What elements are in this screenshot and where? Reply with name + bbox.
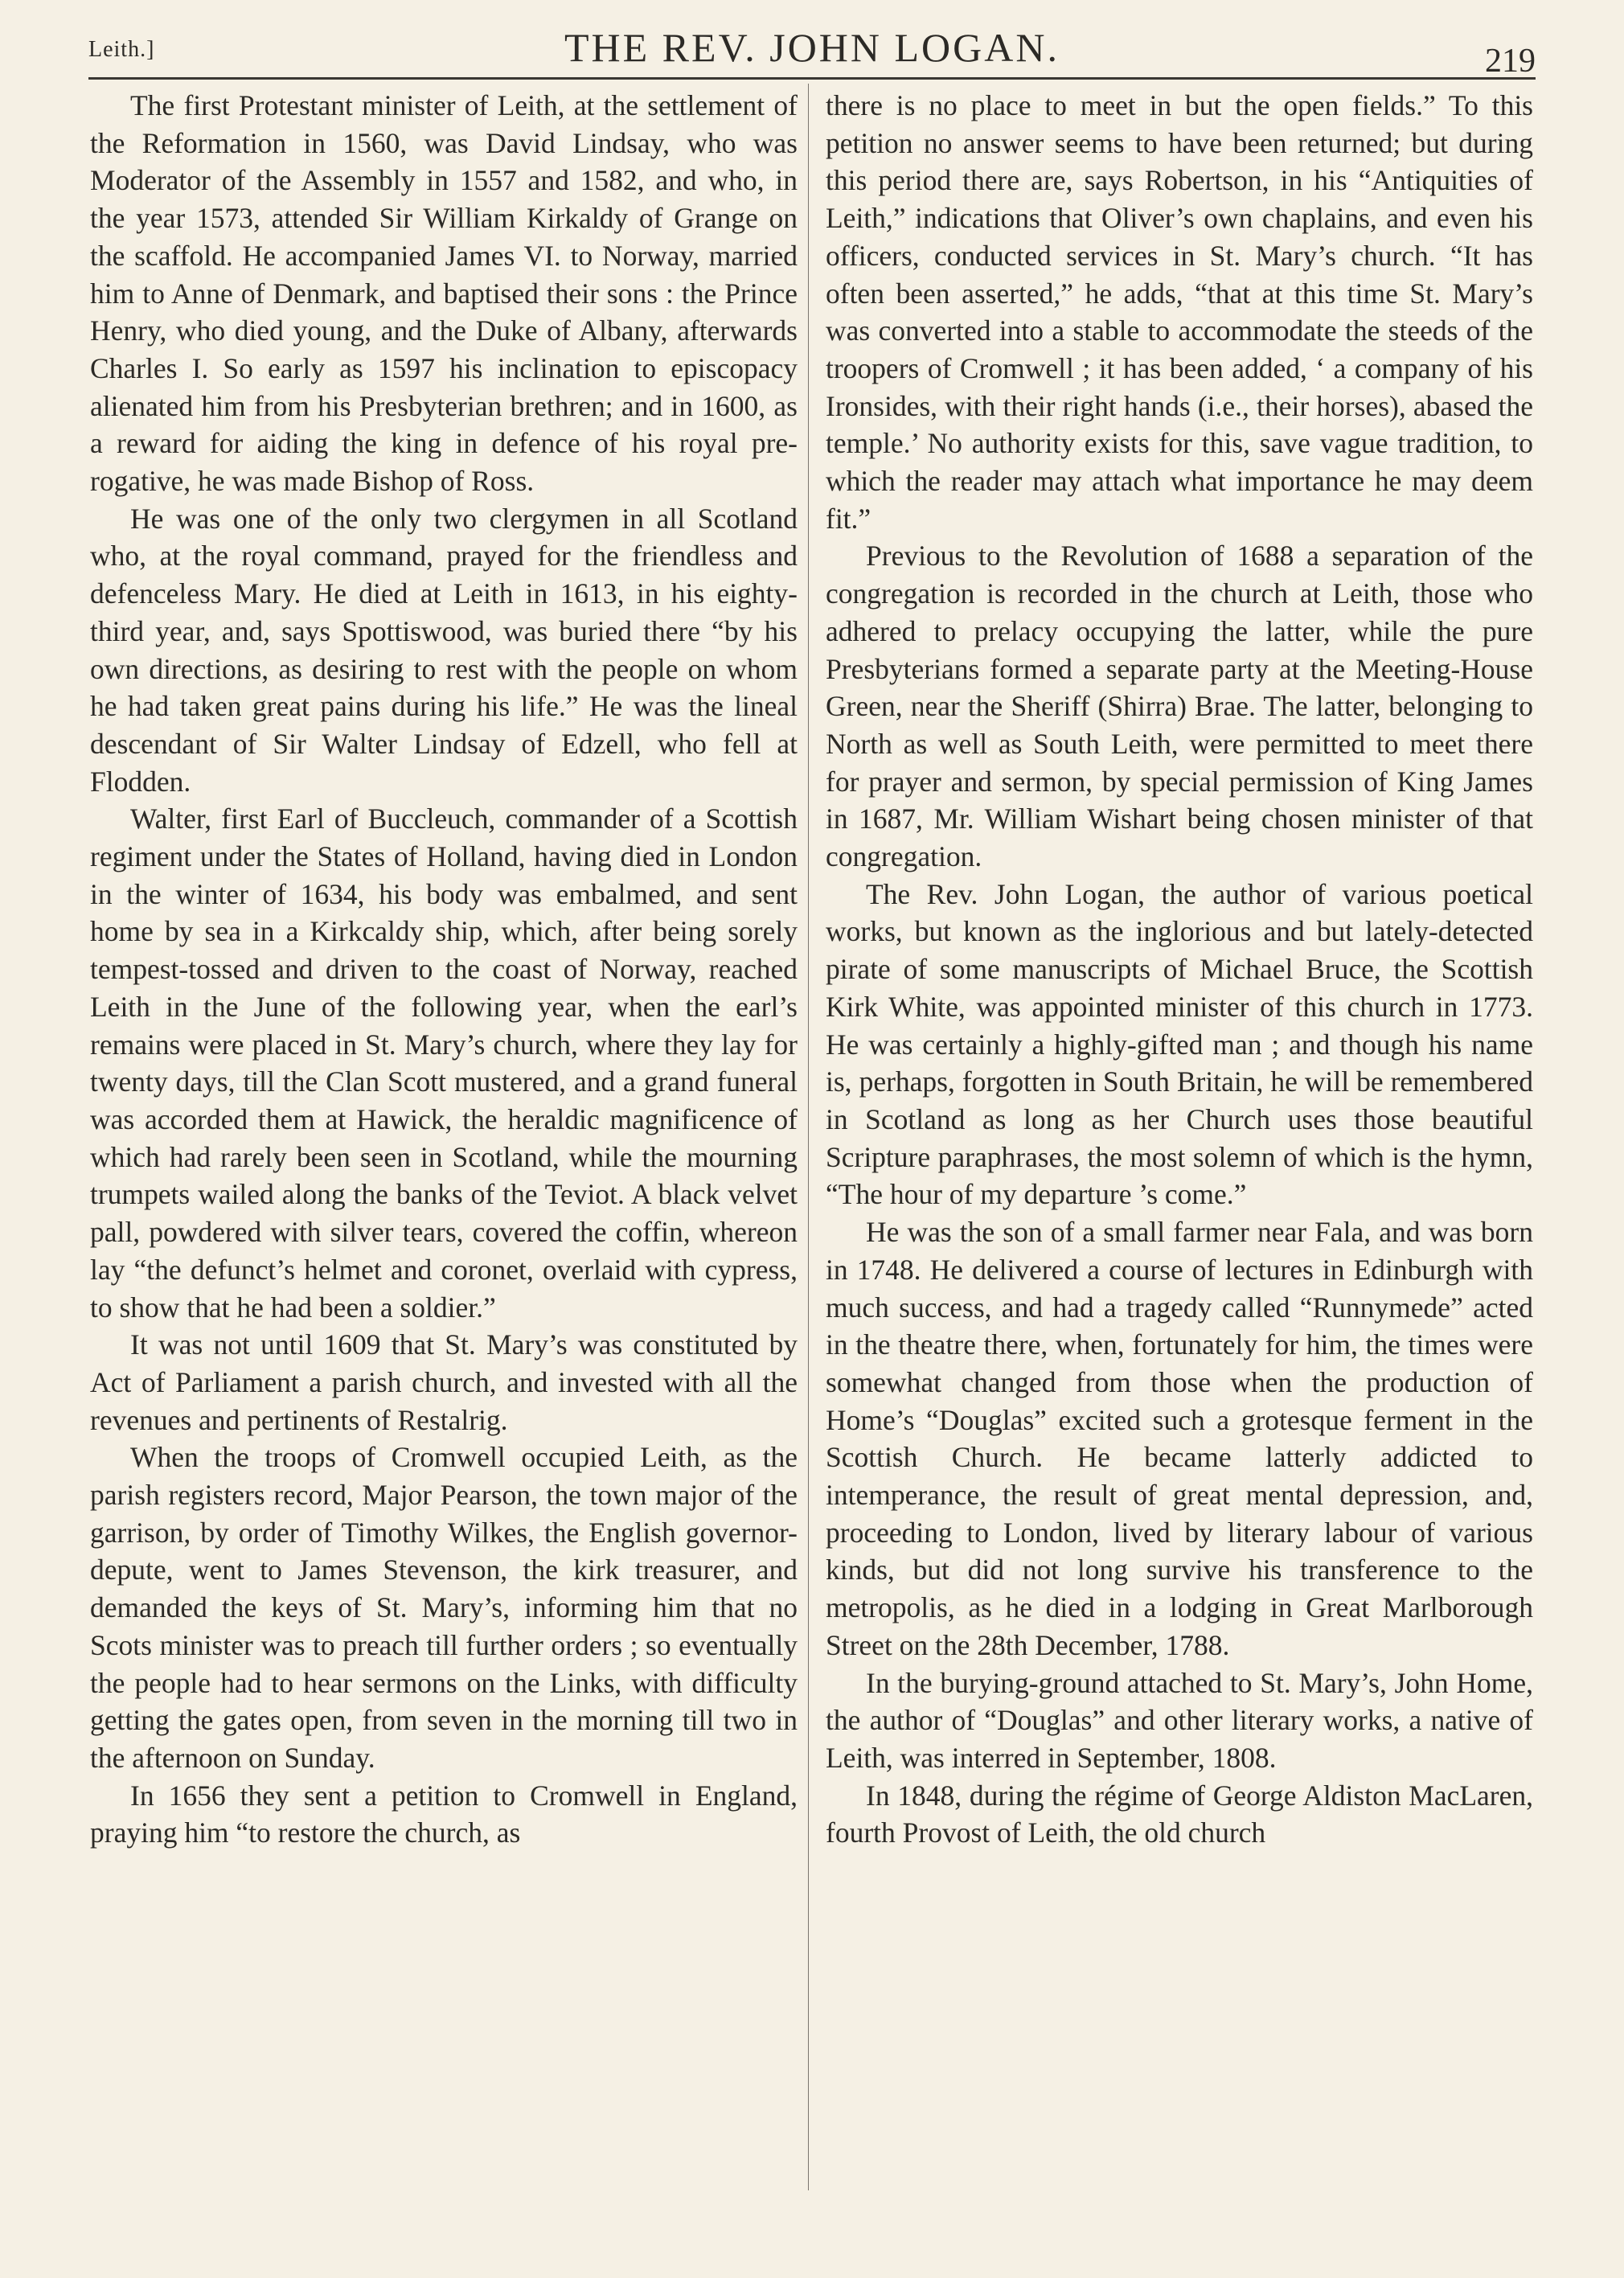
paragraph: He was the son of a small farmer near Fala, and was born in 1748. He delivered a course of lectures in Edinburgh with much success, and had a tragedy called “Runnymede” acted in the theatre there, when, fortunately for him, the times were somewhat changed from those when the production of Home’s “Douglas” excited such a grotesque ferment in the Scottish Church. He became latterly addicted to intemperance, the result of great mental depression, and, proceeding to London, lived by literary labour of various kinds, but did not long survive his transference to the metropolis, as he died in a lodging in Great Marlborough Street on the 28th December, 1788. [826,1216,1533,1661]
paragraph: It was not until 1609 that St. Mary’s was constituted by Act of Parliament a parish church, and invested with all the revenues and pertinents of Restalrig. [90,1328,798,1436]
header-rule [88,77,1536,80]
right-column [826,87,1533,1852]
running-head [88,24,1536,80]
paragraph: He was one of the only two clergymen in all Scotland who, at the royal command, prayed for the friendless and defenceless Mary. He died at Leith in 1613, in his eighty-third year, and, says Spottiswood, was buried there “by his own directions, as desiring to rest with the people on whom he had taken great pains during his life.” He was the lineal descendant of Sir Walter Lindsay of Edzell, who fell at Flodden. [90,502,798,798]
paragraph: The Rev. John Logan, the author of various poetical works, but known as the inglorious and but lately-detected pirate of some manuscripts of Michael Bruce, the Scottish Kirk White, was appointed minister of this church in 1773. He was certainly a highly-gifted man ; and though his name is, perhaps, forgotten in South Britain, he will be remembered in Scotland as long as her Church uses those beautiful Scripture paraphrases, the most solemn of which is the hymn, “The hour of my departure ’s come.” [826,877,1533,1211]
paragraph: The first Protestant minister of Leith, at the settlement of the Reformation in 1560, was David Lindsay, who was Moderator of the Assembly in 1557 and 1582, and who, in the year 1573, attended Sir William Kirkaldy of Grange on the scaffold. He accompanied James VI. to Norway, married him to Anne of Denmark, and baptised their sons : the Prince Henry, who died young, and the Duke of Albany, afterwards Charles I. So early as 1597 his inclination to episcopacy alienated him from his Presbyterian brethren; and in 1600, as a reward for aiding the king in defence of his royal prerogative, he was made Bishop of Ross. [90,89,798,498]
paragraph: In 1848, during the régime of George Aldiston MacLaren, fourth Provost of Leith, the old church [826,1779,1533,1849]
paragraph: When the troops of Cromwell occupied Leith, as the parish registers record, Major Pearson, the town major of the garrison, by order of Timothy Wilkes, the English governor-depute, went to James Stevenson, the kirk treasurer, and demanded the keys of St. Mary’s, informing him that no Scots minister was to preach till further orders ; so eventually the people had to hear sermons on the Links, with difficulty getting the gates open, from seven in the morning till two in the afternoon on Sunday. [90,1441,798,1774]
paragraph-continued: there is no place to meet in but the open fields.” To this petition no answer seems to have been returned; but during this period there are, says Robertson, in his “Antiquities of Leith,” indications that Oliver’s own chaplains, and even his officers, conducted services in St. Mary’s church. “It has often been asserted,” he adds, “that at this time St. Mary’s was converted into a stable to accommodate the steeds of the troopers of Cromwell ; it has been added, ‘ a company of his Ironsides, with their right hands (i.e., their horses), abased the temple.’ No authority exists for this, save vague tradition, to which the reader may attach what importance he may deem fit.” [826,89,1533,535]
page-number: 219 [1485,43,1536,80]
page-title: THE REV. JOHN LOGAN. [564,25,1060,70]
paragraph: Previous to the Revolution of 1688 a separation of the congregation is recorded in the church at Leith, those who adhered to prelacy occupying the latter, while the pure Presbyterians formed a separate party at the Meeting-House Green, near the Sheriff (Shirra) Brae. The latter, belonging to North as well as South Leith, were permitted to meet there for prayer and sermon, by special permission of King James in 1687, Mr. William Wishart being chosen minister of that congregation. [826,540,1533,873]
paragraph: Walter, first Earl of Buccleuch, commander of a Scottish regiment under the States of Holland, having died in London in the winter of 1634, his body was embalmed, and sent home by sea in a Kirkcaldy ship, which, after being sorely tempest-tossed and driven to the coast of Norway, reached Leith in the June of the following year, when the earl’s remains were placed in St. Mary’s church, where they lay for twenty days, till the Clan Scott mustered, and a grand funeral was accorded them at Hawick, the heraldic magnificence of which had rarely been seen in Scotland, while the mourning trumpets wailed along the banks of the Teviot. A black velvet pall, powdered with silver tears, covered the coffin, whereon lay “the defunct’s helmet and coronet, overlaid with cypress, to show that he had been a soldier.” [90,802,798,1324]
paragraph: In the burying-ground attached to St. Mary’s, John Home, the author of “Douglas” and other literary works, a native of Leith, was interred in September, 1808. [826,1666,1533,1774]
left-column [90,87,798,1852]
section-tag: Leith.] [88,37,155,62]
paragraph: In 1656 they sent a petition to Cromwell in England, praying him “to restore the church, as [90,1779,798,1849]
column-divider [808,84,809,2190]
